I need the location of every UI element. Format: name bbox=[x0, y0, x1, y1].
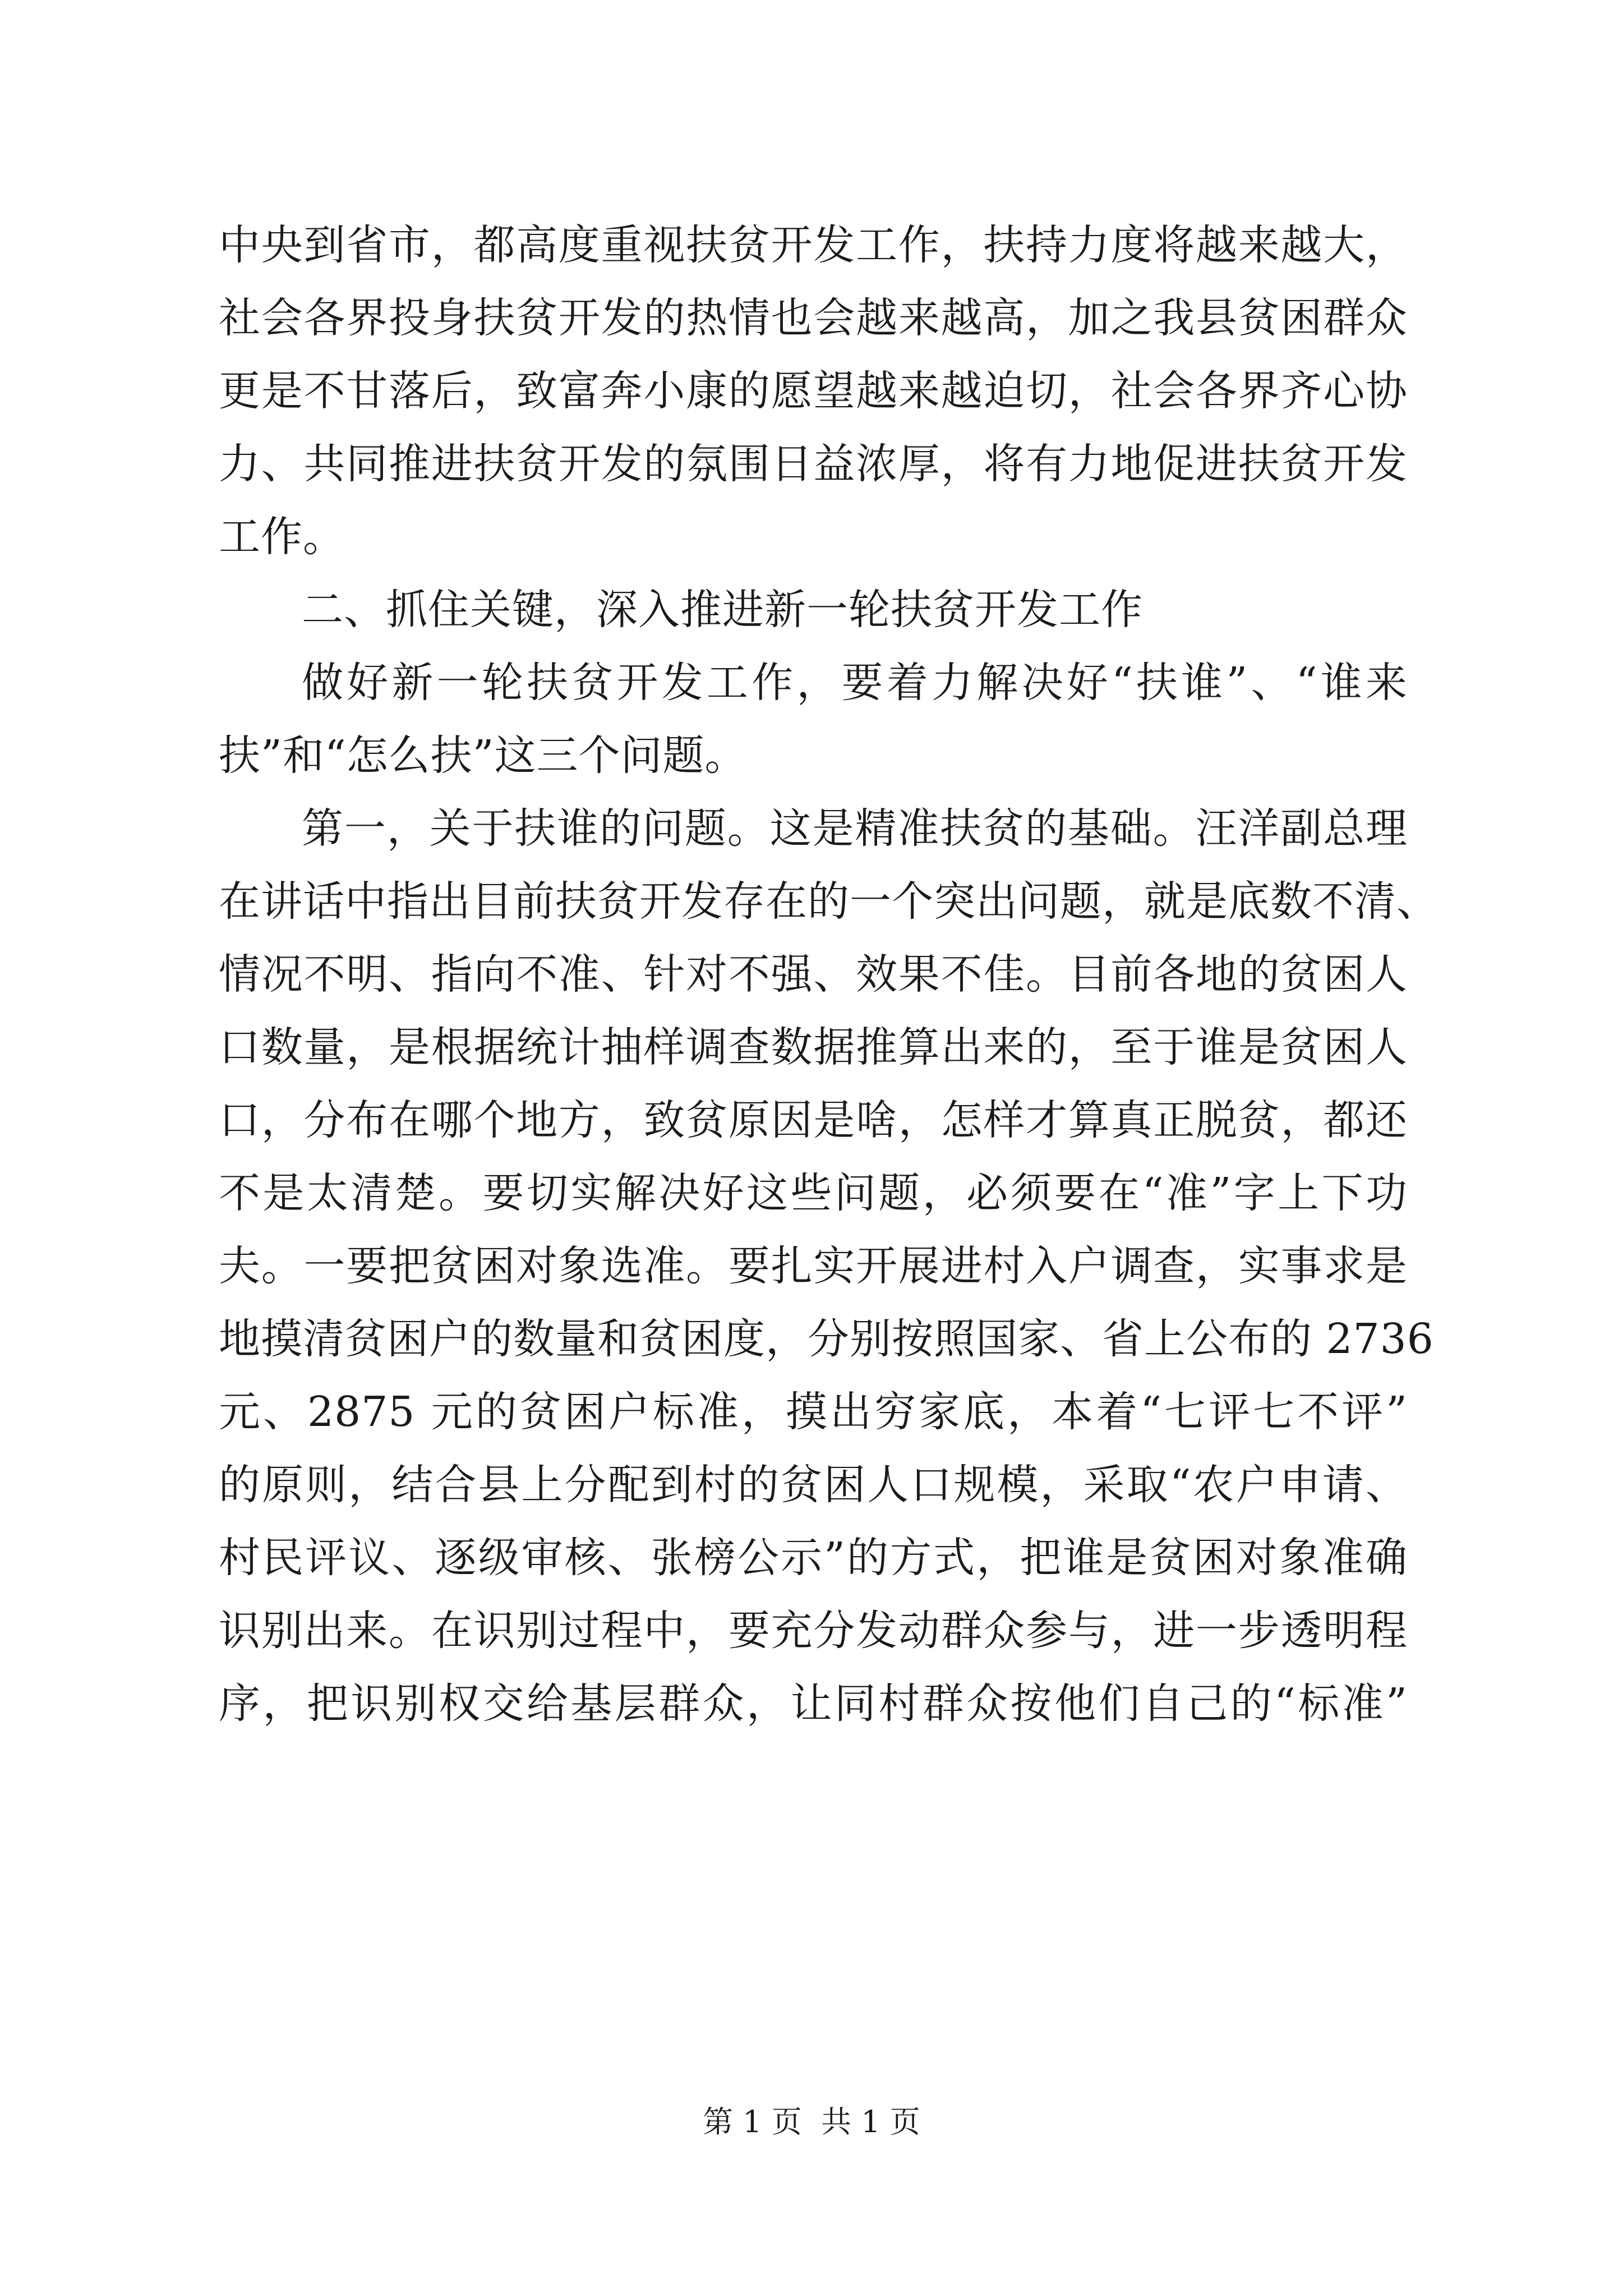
page-footer bbox=[0, 2102, 1623, 2142]
text-line: 社会各界投身扶贫开发的热情也会越来越高，加之我县贫困群众 bbox=[219, 294, 1408, 342]
page-number-label: 第 1 页 共 1 页 bbox=[703, 2104, 920, 2139]
text-line: 地摸清贫困户的数量和贫困度，分别按照国家、省上公布的 2736 bbox=[219, 1315, 1434, 1363]
text-line: 元、2875 元的贫困户标准，摸出穷家底，本着“七评七不评” bbox=[219, 1388, 1408, 1436]
text-line: 情况不明、指向不准、针对不强、效果不佳。目前各地的贫困人 bbox=[219, 950, 1408, 999]
text-line: 村民评议、逐级审核、张榜公示”的方式，把谁是贫困对象准确 bbox=[219, 1534, 1408, 1582]
text-line: 二、抓住关键，深入推进新一轮扶贫开发工作 bbox=[302, 586, 1143, 634]
text-line: 扶”和“怎么扶”这三个问题。 bbox=[219, 731, 747, 780]
text-line: 在讲话中指出目前扶贫开发存在的一个突出问题，就是底数不清、 bbox=[219, 877, 1438, 926]
text-line: 识别出来。在识别过程中，要充分发动群众参与，进一步透明程 bbox=[219, 1607, 1408, 1655]
text-line: 口，分布在哪个地方，致贫原因是啥，怎样才算真正脱贫，都还 bbox=[219, 1096, 1408, 1144]
text-line: 第一，关于扶谁的问题。这是精准扶贫的基础。汪洋副总理 bbox=[302, 804, 1408, 853]
body-text bbox=[219, 209, 1438, 1740]
text-line: 序，把识别权交给基层群众，让同村群众按他们自己的“标准” bbox=[219, 1680, 1408, 1728]
text-line: 口数量，是根据统计抽样调查数据推算出来的，至于谁是贫困人 bbox=[219, 1023, 1408, 1071]
text-line: 工作。 bbox=[219, 513, 345, 561]
text-line: 夫。一要把贫困对象选准。要扎实开展进村入户调查，实事求是 bbox=[219, 1242, 1408, 1290]
text-line: 更是不甘落后，致富奔小康的愿望越来越迫切，社会各界齐心协 bbox=[219, 367, 1408, 415]
text-line: 做好新一轮扶贫开发工作，要着力解决好“扶谁”、“谁来 bbox=[302, 659, 1408, 707]
text-line: 中央到省市，都高度重视扶贫开发工作，扶持力度将越来越大， bbox=[219, 221, 1408, 269]
text-line: 不是太清楚。要切实解决好这些问题，必须要在“准”字上下功 bbox=[219, 1169, 1408, 1217]
text-line: 力、共同推进扶贫开发的氛围日益浓厚，将有力地促进扶贫开发 bbox=[219, 440, 1408, 488]
text-line: 的原则，结合县上分配到村的贫困人口规模，采取“农户申请、 bbox=[219, 1461, 1408, 1509]
